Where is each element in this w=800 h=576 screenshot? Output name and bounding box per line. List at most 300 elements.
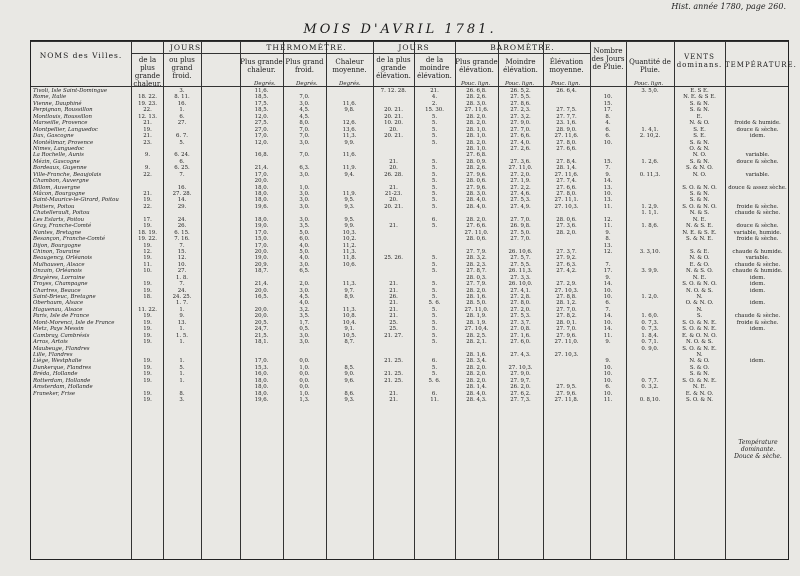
cell-town: Rome, Italie — [33, 94, 67, 101]
cell-jour-elevation: 20. — [389, 165, 398, 172]
cell-plus-grande-chaleur: 17,0. — [254, 229, 269, 236]
cell-plus-grand-froid: 7,0. — [299, 152, 310, 159]
cell-plus-grand-froid: 1,7. — [299, 319, 310, 326]
cell-plus-grande-chaleur: 17,0. — [254, 133, 269, 140]
header-jours-froid: ou plus grand froid. — [169, 56, 195, 80]
cell-plus-grande-chaleur: 18,0. — [254, 377, 269, 384]
cell-jour-froid: 1. — [179, 371, 185, 378]
cell-jours-pluie: 9. — [605, 171, 611, 178]
cell-jour-elevation: 21. 25. — [384, 371, 403, 378]
data-table — [30, 40, 797, 560]
cell-chaleur-moyenne: 13,6. — [342, 126, 357, 133]
cell-jour-elevation: 25. 26. — [384, 255, 403, 262]
cell-plus-grande-elevation: 28. 5,0. — [466, 300, 487, 307]
cell-temperature: idem. — [749, 281, 766, 288]
cell-plus-grande-chaleur: 21,4. — [254, 281, 269, 288]
cell-plus-grande-chaleur: 18,5. — [254, 94, 269, 101]
cell-quantite-pluie: 0. 8,10. — [639, 397, 661, 403]
cell-chaleur-moyenne: 12,6. — [342, 120, 357, 127]
cell-plus-grand-froid: 3,0. — [299, 139, 310, 146]
cell-plus-grande-chaleur: 18,5. — [254, 107, 269, 114]
cell-plus-grand-froid: 2,0. — [299, 281, 310, 288]
cell-vents: S. & N. — [689, 158, 710, 165]
cell-jour-froid: 16. — [177, 100, 187, 107]
cell-quantite-pluie: 0. 7,3. — [641, 319, 659, 326]
cell-jour-chaleur: 21. — [143, 120, 152, 127]
cell-chaleur-moyenne: 9,3. — [344, 397, 355, 403]
cell-plus-grande-elevation: 27. 11,6. — [464, 107, 489, 114]
cell-vents: E. & N. O. — [685, 390, 714, 397]
cell-jour-froid: 7. — [179, 242, 185, 249]
cell-plus-grande-elevation: 28. 2,0. — [466, 216, 487, 223]
cell-jour-chaleur: 18. — [143, 294, 152, 300]
cell-plus-grand-froid: 3,0. — [299, 191, 310, 197]
cell-temperature: chaude & sèche. — [734, 313, 781, 320]
cell-jour-elevation: 21. — [389, 287, 398, 294]
cell-elevation-moyenne: 27. 6,6. — [556, 184, 577, 191]
cell-quantite-pluie: 1. 8,6. — [641, 223, 659, 230]
cell-vents: N. O. — [692, 152, 707, 159]
cell-plus-grand-froid: 4,0. — [299, 300, 310, 307]
cell-plus-grande-elevation: 28. 2,6. — [466, 165, 487, 172]
cell-jour-moindre: 5. — [431, 191, 438, 197]
cell-plus-grande-elevation: 28. 2,0. — [466, 371, 487, 378]
cell-plus-grande-elevation: 28. 2,1. — [466, 339, 487, 346]
cell-jours-pluie: 12. — [603, 248, 613, 255]
cell-temperature: variable, humide. — [733, 229, 782, 236]
cell-town: La Rochelle, Aunis — [33, 152, 84, 159]
cell-moindre-elevation: 27. 3,2. — [510, 113, 531, 120]
cell-vents: S. O. & N. O. — [682, 281, 717, 288]
cell-town: Rotterdam, Hollande — [33, 377, 91, 384]
cell-jour-chaleur: 19. — [143, 126, 152, 133]
header-thermometre-group: THERMOMÈTRE. — [266, 43, 347, 52]
cell-plus-grande-elevation: 28. 1,0. — [466, 145, 487, 152]
cell-jour-froid: 27. 28. — [172, 191, 192, 197]
cell-jour-froid: 15. — [177, 248, 187, 255]
cell-town: Chatellerault, Poitou — [33, 210, 90, 217]
cell-quantite-pluie: 1. 6,0. — [641, 313, 659, 320]
cell-plus-grand-froid: 3,0. — [299, 339, 310, 346]
cell-jours-pluie: 17. — [603, 268, 613, 275]
page-title: MOIS D'AVRIL 1781. — [303, 22, 497, 37]
cell-jour-chaleur: 10. — [143, 268, 152, 275]
cell-town: Vienne, Dauphiné — [33, 100, 82, 107]
cell-jour-froid: 8. 11. — [174, 94, 190, 101]
cell-quantite-pluie: 0. 9,0. — [641, 345, 659, 352]
cell-town: Mont-Morenci, Isle de France — [33, 319, 115, 326]
cell-elevation-moyenne: 27. 8,4. — [556, 158, 577, 165]
cell-elevation-moyenne: 27. 9,6. — [556, 390, 577, 397]
cell-moindre-elevation: 27. 7,0. — [510, 216, 531, 223]
cell-jours-pluie: 13. — [603, 242, 613, 249]
cell-jour-elevation: 21. — [389, 223, 398, 230]
cell-plus-grande-elevation: 28. 4,0. — [466, 390, 487, 397]
cell-plus-grande-chaleur: 18,0. — [254, 384, 269, 391]
cell-jour-froid: 13. — [177, 319, 187, 326]
cell-jour-chaleur: 22. — [143, 203, 152, 210]
cell-jours-pluie: 8. — [605, 113, 611, 120]
header-nombre-jours-pluie: Nombre des Jours de Pluie. — [591, 47, 625, 71]
cell-moindre-elevation: 27. 11,0. — [508, 165, 533, 172]
cell-temperature: froide & sèche. — [736, 319, 779, 326]
cell-plus-grand-froid: 7,0. — [299, 126, 310, 133]
cell-chaleur-moyenne: 8,6. — [344, 390, 355, 397]
cell-plus-grand-froid: 6,0. — [299, 236, 310, 243]
header-plus-grande-chaleur: Plus grande chaleur. — [240, 58, 283, 74]
cell-jour-moindre: 5. — [431, 165, 438, 172]
cell-elevation-moyenne: 27. 7,0. — [556, 326, 577, 333]
cell-jour-froid: 1. 8. — [176, 274, 188, 281]
cell-town: Amsterdam, Hollande — [33, 384, 93, 391]
cell-jour-froid: 14. — [177, 197, 187, 204]
cell-jour-moindre: 5. 6. — [428, 300, 441, 307]
cell-elevation-moyenne: 28. 9,0. — [556, 126, 577, 133]
cell-jours-pluie: 10. — [603, 377, 613, 384]
cell-jour-moindre: 5. — [431, 339, 438, 346]
cell-vents: S. O. & N. — [685, 397, 714, 403]
cell-plus-grande-chaleur: 20,0. — [254, 306, 269, 313]
cell-plus-grand-froid: 3,0. — [299, 100, 310, 107]
cell-plus-grande-chaleur: 17,0. — [254, 171, 269, 178]
cell-plus-grande-elevation: 28. 2,3. — [466, 261, 487, 268]
cell-chaleur-moyenne: 10,4. — [342, 319, 357, 326]
cell-plus-grande-elevation: 28. 1,0. — [466, 126, 487, 133]
cell-jour-chaleur: 23. — [143, 139, 152, 146]
cell-jour-froid: 6. 15. — [174, 229, 190, 236]
cell-elevation-moyenne: 27. 10,3. — [554, 351, 579, 358]
cell-plus-grande-elevation: 27. 11,0. — [464, 306, 489, 313]
header-barometre-group: BAROMÈTRE. — [490, 43, 555, 52]
cell-vents: S. E. — [693, 133, 706, 140]
cell-town: Bordeaux, Guyenne — [33, 165, 87, 172]
cell-jour-moindre: 5. 6. — [428, 377, 441, 384]
cell-chaleur-moyenne: 8,5. — [344, 364, 355, 371]
cell-jour-froid: 26. — [177, 223, 187, 230]
cell-plus-grand-froid: 6,3. — [299, 165, 310, 172]
cell-elevation-moyenne: 27. 11,6. — [554, 133, 579, 140]
cell-jour-elevation: 21. — [389, 397, 398, 403]
header-plus-grand-froid: Plus grand froid. — [285, 58, 324, 74]
cell-jours-pluie: 9. — [605, 274, 611, 281]
cell-jour-froid: 1. 7. — [176, 300, 188, 307]
cell-vents: S. O. & N. O. — [682, 203, 717, 210]
cell-jour-froid: 3. — [179, 397, 185, 403]
cell-jour-elevation: 20. — [389, 126, 398, 133]
cell-plus-grande-elevation: 28. 0,9. — [466, 158, 487, 165]
cell-plus-grand-froid: 3,0. — [299, 287, 310, 294]
cell-jour-moindre: 6. — [431, 216, 438, 223]
cell-town: Nantes, Bretagne — [33, 229, 82, 236]
units-degres-3: Degrés. — [339, 81, 361, 87]
cell-elevation-moyenne: 27. 2,9. — [556, 281, 577, 288]
cell-plus-grande-chaleur: 17,0. — [254, 242, 269, 249]
cell-jour-elevation: 7. 12. 28. — [380, 88, 407, 94]
cell-jour-moindre: 5. — [431, 113, 438, 120]
cell-moindre-elevation: 26. 9,8. — [510, 223, 531, 230]
cell-jour-moindre: 5. — [431, 184, 438, 191]
cell-plus-grande-chaleur: 19,6. — [254, 203, 269, 210]
cell-plus-grande-elevation: 28. 1,0. — [466, 133, 487, 140]
cell-jour-moindre: 5. — [431, 326, 438, 333]
cell-chaleur-moyenne: 9,5. — [344, 216, 355, 223]
cell-jours-pluie: 11. — [603, 203, 613, 210]
cell-moindre-elevation: 27. 9,0. — [510, 120, 531, 127]
cell-jours-pluie: 7. — [605, 306, 611, 313]
cell-jour-chaleur: 19. 22. — [138, 236, 157, 243]
cell-moindre-elevation: 27. 8,6. — [510, 100, 531, 107]
cell-elevation-moyenne: 23. 1,6. — [556, 120, 577, 127]
cell-plus-grande-elevation: 28. 4,0. — [466, 197, 487, 204]
cell-town: Dax, Gascogne — [33, 133, 74, 140]
cell-jour-elevation: 20. 21. — [384, 203, 403, 210]
cell-jour-froid: 1. — [179, 377, 185, 384]
cell-chaleur-moyenne: 11,3. — [342, 133, 357, 140]
cell-plus-grande-elevation: 27. 6,6. — [466, 223, 487, 230]
units-pouc-3: Pouc. lign. — [551, 81, 581, 87]
cell-vents: N. E. — [692, 216, 707, 223]
cell-town: Oberhaum, Alsace — [33, 300, 84, 307]
cell-chaleur-moyenne: 11,3. — [342, 306, 357, 313]
cell-chaleur-moyenne: 8,9. — [344, 294, 355, 300]
cell-moindre-elevation: 27. 2,8. — [510, 294, 531, 300]
cell-moindre-elevation: 27. 7,0. — [510, 236, 531, 243]
cell-plus-grande-elevation: 28. 1,6. — [466, 294, 487, 300]
cell-jours-pluie: 14. — [603, 281, 613, 288]
cell-elevation-moyenne: 27. 6,3. — [556, 261, 577, 268]
cell-jours-pluie: 10. — [603, 287, 613, 294]
cell-temperature: idem. — [749, 287, 766, 294]
cell-jours-pluie: 13. — [603, 197, 613, 204]
cell-moindre-elevation: 27. 5,5. — [510, 94, 531, 101]
cell-town: Dijon, Bourgogne — [33, 242, 81, 249]
cell-jours-pluie: 9. — [605, 229, 611, 236]
header-jours-moindre: de la moindre élévation. — [417, 56, 452, 80]
cell-temperature: idem. — [749, 133, 766, 140]
cell-moindre-elevation: 27. 5,0. — [510, 229, 531, 236]
cell-jour-chaleur: 19. 23. — [138, 100, 157, 107]
cell-jour-chaleur: 18. 22. — [138, 94, 157, 101]
cell-jour-moindre: 11. — [430, 397, 439, 403]
cell-vents: N. — [696, 306, 703, 313]
cell-quantite-pluie: 1. 8,4. — [641, 332, 659, 339]
cell-jour-chaleur: 19. — [143, 281, 152, 288]
cell-jour-moindre: 5. — [431, 313, 438, 320]
cell-jour-elevation: 21. — [389, 158, 398, 165]
cell-town: Poitiers, Poitou — [33, 203, 75, 210]
cell-jours-pluie: 17. — [603, 107, 613, 114]
cell-jour-moindre: 5. — [431, 281, 438, 288]
cell-jour-elevation: 21. — [389, 313, 398, 320]
cell-moindre-elevation: 26. 5,2. — [510, 88, 531, 94]
cell-jours-pluie: 10. — [603, 191, 613, 197]
cell-plus-grande-elevation: 28. 2,0. — [466, 287, 487, 294]
cell-chaleur-moyenne: 11,9. — [342, 191, 357, 197]
cell-quantite-pluie: 3. 5,0. — [641, 88, 659, 94]
cell-chaleur-moyenne: 8,7. — [344, 339, 355, 346]
cell-plus-grande-elevation: 28. 2,5. — [466, 332, 487, 339]
cell-plus-grand-froid: 6,5. — [299, 268, 310, 275]
cell-vents: E. & O. — [689, 261, 710, 268]
cell-plus-grande-elevation: 27. 11,0. — [464, 229, 489, 236]
cell-plus-grande-elevation: 27. 9,6. — [466, 171, 487, 178]
cell-jour-froid: 24. — [177, 216, 187, 223]
cell-jour-chaleur: 19. — [143, 197, 152, 204]
cell-plus-grande-chaleur: 18,0. — [254, 191, 269, 197]
cell-elevation-moyenne: 27. 9,2. — [556, 255, 577, 262]
cell-town: Chinon, Touraine — [33, 248, 81, 255]
cell-moindre-elevation: 27. 4,1. — [510, 287, 531, 294]
cell-jour-chaleur: 19. — [143, 339, 152, 346]
cell-vents: N. O. — [692, 171, 707, 178]
cell-chaleur-moyenne: 10,3. — [342, 229, 357, 236]
cell-jour-moindre: 2. — [431, 100, 438, 107]
cell-jours-pluie: 10. — [603, 364, 613, 371]
cell-jour-elevation: 21. 25. — [384, 377, 403, 384]
cell-vents: N. & S. O. — [685, 268, 714, 275]
cell-plus-grande-elevation: 28. 3,2. — [466, 255, 487, 262]
cell-plus-grand-froid: 1,3. — [299, 397, 310, 403]
cell-vents: S. & E. — [689, 248, 710, 255]
cell-plus-grande-chaleur: 16,8. — [254, 152, 269, 159]
cell-jours-pluie: 13. — [603, 184, 613, 191]
table-row — [31, 397, 790, 403]
cell-jours-pluie: 11. — [603, 223, 613, 230]
cell-jour-moindre: 15. 30. — [425, 107, 444, 114]
cell-plus-grand-froid: 3,0. — [299, 203, 310, 210]
cell-plus-grand-froid: 1,0. — [299, 364, 310, 371]
cell-plus-grande-chaleur: 20,9. — [254, 261, 269, 268]
cell-moindre-elevation: 27. 6,2. — [510, 390, 531, 397]
header-temperature: TEMPÉRATURE. — [725, 61, 797, 69]
cell-moindre-elevation: 27. 4,6. — [510, 191, 531, 197]
cell-elevation-moyenne: 27. 8,8. — [556, 294, 577, 300]
cell-vents: S. O. & N. E. — [682, 377, 717, 384]
cell-jours-pluie: 6. — [605, 300, 611, 307]
cell-town: Metz, Pays Messin — [33, 326, 84, 333]
cell-vents: O. & N. — [689, 145, 710, 152]
cell-jours-pluie: 15. — [603, 100, 613, 107]
cell-plus-grande-elevation: 27. 10,4. — [464, 326, 489, 333]
cell-elevation-moyenne: 28. 1,2. — [556, 300, 577, 307]
cell-plus-grande-chaleur: 27,5. — [254, 120, 269, 127]
cell-moindre-elevation: 26. 10,6. — [508, 248, 533, 255]
cell-jour-froid: 1. — [179, 107, 185, 114]
cell-plus-grand-froid: 8,0. — [299, 120, 310, 127]
cell-chaleur-moyenne: 9,7. — [344, 287, 355, 294]
cell-town: Dunkerque, Flandres — [33, 364, 91, 371]
cell-jours-pluie: 10. — [603, 94, 613, 101]
cell-town: Saint-Brieuc, Bretagne — [33, 294, 96, 300]
cell-jour-froid: 5. — [179, 139, 185, 146]
cell-jour-moindre: 5. — [431, 223, 438, 230]
cell-plus-grande-chaleur: 16,5. — [254, 294, 269, 300]
cell-elevation-moyenne: 28. 0,6. — [556, 216, 577, 223]
cell-vents: S. & N. — [689, 107, 710, 114]
cell-elevation-moyenne: 27. 10,3. — [554, 287, 579, 294]
cell-temperature: douce & sèche. — [736, 223, 779, 230]
cell-elevation-moyenne: 27. 6,6. — [556, 145, 577, 152]
cell-elevation-moyenne: 27. 7,4. — [556, 178, 577, 185]
cell-plus-grande-chaleur: 15,0. — [254, 236, 269, 243]
cell-jour-elevation: 21-23. — [384, 191, 403, 197]
cell-jour-moindre: 5. — [431, 319, 438, 326]
cell-plus-grande-chaleur: 18,0. — [254, 390, 269, 397]
cell-moindre-elevation: 27. 5,7. — [510, 255, 531, 262]
cell-jour-froid: 27. — [177, 120, 187, 127]
cell-jour-elevation: 10. 20. — [384, 120, 403, 127]
cell-moindre-elevation: 27. 0,8. — [510, 326, 531, 333]
cell-elevation-moyenne: 28. 1,4. — [556, 165, 577, 172]
cell-jour-froid: 1. 5. — [176, 332, 188, 339]
header-chaleur-moyenne: Chaleur moyenne. — [332, 58, 367, 74]
cell-vents: S. & O. — [689, 364, 710, 371]
cell-town: Montpellier, Languedoc — [33, 126, 98, 133]
cell-jour-elevation: 25. — [389, 326, 398, 333]
cell-quantite-pluie: 0. 3,2. — [641, 384, 659, 391]
cell-jours-pluie: 7. — [605, 165, 611, 172]
cell-moindre-elevation: 27. 10,3. — [508, 364, 533, 371]
cell-plus-grande-chaleur: 20,0. — [254, 248, 269, 255]
cell-plus-grand-froid: 3,0. — [299, 216, 310, 223]
cell-moindre-elevation: 26. 10,0. — [508, 281, 533, 288]
cell-moindre-elevation: 27. 3,7. — [510, 319, 531, 326]
cell-plus-grand-froid: 4,0. — [299, 255, 310, 262]
cell-jour-chaleur: 19. — [143, 371, 152, 378]
cell-jour-chaleur: 11. 22. — [138, 306, 157, 313]
cell-vents: N. & O. — [689, 120, 710, 127]
cell-temperature: idem. — [749, 300, 766, 307]
cell-chaleur-moyenne: 9,0. — [344, 371, 355, 378]
cell-vents: N. & S. — [689, 210, 710, 217]
cell-plus-grande-chaleur: 21,5. — [254, 332, 269, 339]
cell-elevation-moyenne: 27. 8,0. — [556, 139, 577, 146]
cell-plus-grande-elevation: 28. 1,9. — [466, 313, 487, 320]
cell-vents: N. E. & S E. — [683, 94, 716, 101]
cell-plus-grand-froid: 7,0. — [299, 94, 310, 101]
cell-jour-chaleur: 19. — [143, 397, 152, 403]
cell-plus-grande-chaleur: 24,7. — [254, 326, 269, 333]
cell-jour-chaleur: 19. — [143, 287, 152, 294]
cell-elevation-moyenne: 27. 8,2. — [556, 313, 577, 320]
cell-moindre-elevation: 27. 2,2. — [510, 184, 531, 191]
cell-jour-moindre: 5. — [431, 332, 438, 339]
cell-quantite-pluie: 0. 7,7. — [641, 377, 659, 384]
header-jours-elevation: de la plus grande élévation. — [376, 56, 411, 80]
cell-jour-elevation: 21. — [389, 390, 398, 397]
units-pouc-4: Pouc. lign. — [634, 81, 664, 87]
cell-quantite-pluie: 0. 11,3. — [639, 171, 661, 178]
cell-plus-grande-chaleur: 18,0. — [254, 216, 269, 223]
cell-town: Troyes, Champagne — [33, 281, 88, 288]
cell-plus-grande-elevation: 28. 2,0. — [466, 364, 487, 371]
cell-town: Maubeuge, Flandres — [33, 345, 90, 352]
cell-jours-pluie: 8. — [605, 236, 611, 243]
cell-plus-grand-froid: 0,0. — [299, 384, 310, 391]
cell-vents: S. & N. — [689, 197, 710, 204]
cell-jours-pluie: 12. — [603, 216, 613, 223]
cell-town: Haguenau, Alsace — [33, 306, 83, 313]
cell-plus-grande-chaleur: 17,5. — [254, 100, 269, 107]
cell-temperature: idem. — [749, 358, 766, 365]
header-plus-grande-elevation: Plus grande élévation. — [455, 58, 498, 74]
cell-elevation-moyenne: 27. 3,7. — [556, 248, 577, 255]
cell-jour-froid: 1. — [179, 358, 185, 365]
cell-temperature: variable. — [745, 152, 770, 159]
cell-jours-pluie: 9. — [605, 358, 611, 365]
cell-jours-pluie: 11. — [603, 397, 613, 403]
cell-jours-pluie: 14. — [603, 313, 613, 320]
